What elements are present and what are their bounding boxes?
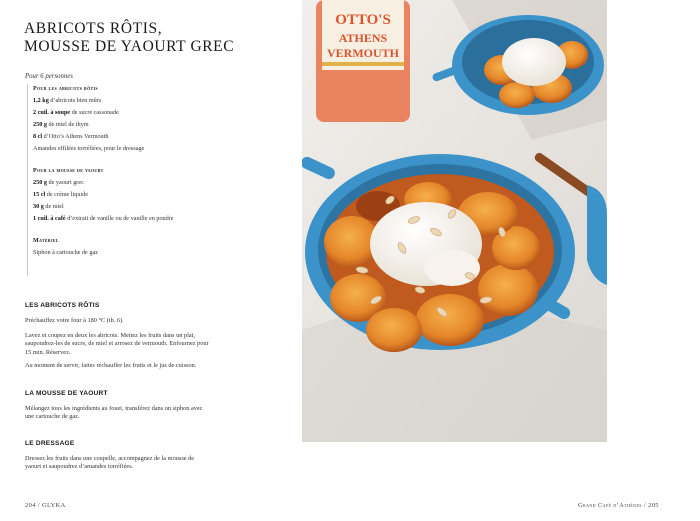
ingredient-text: d’Otto’s Athens Vermouth	[42, 133, 109, 140]
step-heading-plating: LE DRESSAGE	[25, 440, 75, 447]
ingredient-text: de miel de thym	[46, 121, 89, 128]
recipe-title-line1: ABRICOTS RÔTIS,	[24, 20, 163, 37]
ingredient-line	[33, 203, 183, 211]
ingredient-line	[33, 133, 183, 141]
page-footer-left: 204 / GLYKA	[25, 502, 66, 509]
ingredients-heading-mousse: Pour la mousse de yaourt	[33, 168, 104, 174]
ingredient-line	[33, 249, 183, 257]
ingredients-block	[27, 84, 183, 276]
ingredient-line	[33, 109, 183, 117]
recipe-photo	[302, 0, 607, 442]
step-paragraph: Préchauffez votre four à 180 °C (th. 6).	[25, 317, 124, 324]
ingredient-line	[33, 215, 183, 223]
recipe-title-line2: MOUSSE DE YAOURT GREC	[24, 38, 235, 55]
bottle-label-line2: ATHENS	[338, 31, 388, 45]
step-paragraph: Mélangez tous les ingrédients au fouet, transférez dans un siphon avec une cartouche de gaz.	[25, 405, 203, 421]
ingredient-text: d’abricots bien mûrs	[48, 97, 102, 104]
ingredient-line	[33, 121, 183, 129]
ingredient-line	[33, 145, 183, 153]
bottle-label-line1: OTTO'S	[335, 12, 391, 28]
ingredient-text: de crème liquide	[45, 191, 88, 198]
bottle-label-line3: VERMOUTH	[327, 46, 399, 60]
ingredients-heading-equipment: Matériel	[33, 238, 59, 244]
ingredient-text: de yaourt grec	[46, 179, 84, 186]
step-paragraph: Dressez les fruits dans une coupelle, accompagnez de la mousse de yaourt et saupoudrez d’amandes torréfiées.	[25, 455, 195, 471]
left-page	[0, 0, 300, 521]
step-paragraph: Au moment de servir, faites réchauffer les fruits et le jus de cuisson.	[25, 362, 197, 369]
ingredient-text: de sucre cassonade	[70, 109, 119, 116]
servings-label: Pour 6 personnes	[25, 73, 73, 80]
step-heading-apricots: LES ABRICOTS RÔTIS	[25, 302, 100, 309]
recipe-title	[24, 20, 294, 56]
ingredient-qty: 250 g	[33, 179, 47, 186]
page-footer-right: Grand Café d’Athènes / 205	[578, 502, 659, 509]
ingredient-qty: 15 cl	[33, 191, 46, 198]
vermouth-bottle	[316, 0, 410, 122]
ingredient-text: Amandes effilées torréfiées, pour le dressage	[33, 145, 145, 152]
ingredient-qty: 2 cuil. à soupe	[33, 109, 71, 116]
ingredient-qty: 1 cuil. à café	[33, 215, 66, 222]
ingredient-text: d’extrait de vanille ou de vanille en poudre	[65, 215, 174, 222]
ingredient-qty: 8 cl	[33, 133, 43, 140]
ingredients-heading-apricots: Pour les abricots rôtis	[33, 86, 98, 92]
ingredient-line	[33, 191, 183, 199]
photo-illustration	[302, 0, 607, 442]
ingredient-qty: 30 g	[33, 203, 44, 210]
ingredient-qty: 250 g	[33, 121, 47, 128]
ingredient-line	[33, 179, 183, 187]
ingredient-qty: 1,2 kg	[33, 97, 49, 104]
step-heading-mousse: LA MOUSSE DE YAOURT	[25, 390, 108, 397]
ingredient-text: Siphon à cartouche de gaz	[33, 249, 98, 256]
ingredient-text: de miel	[43, 203, 64, 210]
step-paragraph: Lavez et coupez en deux les abricots. Mettez les fruits dans un plat, saupoudrez-les de sucre, de miel et arrosez de vermouth. Enfournez pour 15 min. Réservez.	[25, 332, 209, 356]
ingredient-line	[33, 97, 183, 105]
